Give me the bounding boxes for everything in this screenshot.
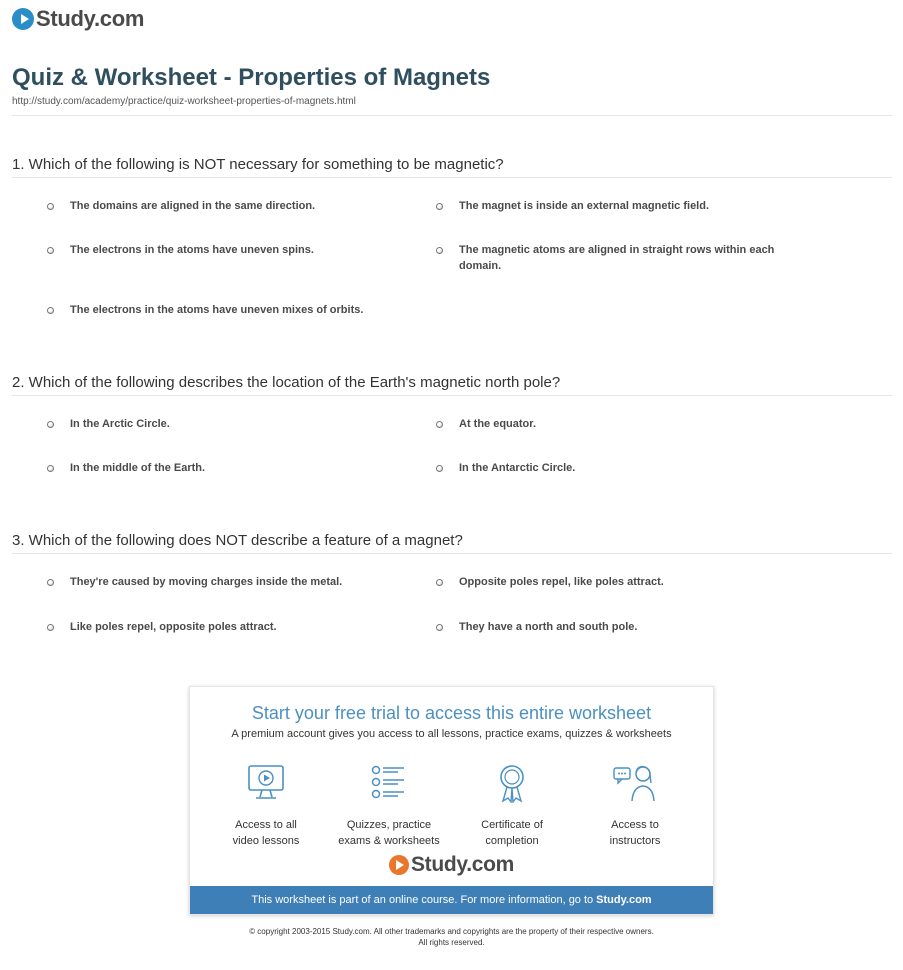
answer-label: The electrons in the atoms have uneven mixes of orbits.: [70, 304, 364, 316]
radio-button[interactable]: [436, 247, 443, 254]
question-2: 2. Which of the following describes the location of the Earth's magnetic north pole?: [12, 374, 561, 391]
feature-label-line: exams & worksheets: [338, 835, 440, 847]
answer-option[interactable]: [47, 302, 387, 318]
answer-label: The magnetic atoms are aligned in straight rows within each domain.: [459, 244, 775, 272]
page-url: http://study.com/academy/practice/quiz-worksheet-properties-of-magnets.html: [12, 96, 356, 107]
radio-button[interactable]: [47, 203, 54, 210]
radio-button[interactable]: [47, 579, 54, 586]
radio-button[interactable]: [47, 465, 54, 472]
free-trial-promo: [189, 686, 714, 915]
answer-label: In the Antarctic Circle.: [459, 462, 576, 474]
feature-label-line: video lessons: [232, 835, 300, 847]
answer-label: The magnet is inside an external magnetic field.: [459, 200, 710, 212]
radio-button[interactable]: [47, 624, 54, 631]
answer-option[interactable]: [436, 242, 776, 274]
study-link[interactable]: Study.com: [596, 894, 652, 906]
promo-heading[interactable]: Start your free trial to access this entire worksheet: [251, 703, 652, 723]
question-1: 1. Which of the following is NOT necessary for something to be magnetic?: [12, 156, 504, 173]
promo-subheading: A premium account gives you access to all lessons, practice exams, quizzes & worksheets: [231, 728, 672, 740]
feature-label-line: instructors: [609, 835, 661, 847]
video-lesson-icon: [245, 763, 287, 803]
radio-button[interactable]: [436, 624, 443, 631]
feature-label-line: completion: [485, 835, 539, 847]
feature-label-line: Access to: [611, 819, 659, 831]
answer-option[interactable]: [47, 416, 387, 432]
radio-button[interactable]: [436, 465, 443, 472]
answer-label: They have a north and south pole.: [459, 621, 638, 633]
certificate-icon: [491, 763, 533, 803]
answer-option[interactable]: [436, 460, 796, 476]
answer-label: In the Arctic Circle.: [70, 418, 170, 430]
logo-text: Study.com: [36, 6, 145, 31]
feature-instructors: [575, 763, 695, 849]
copyright-line: All rights reserved.: [418, 938, 485, 947]
answer-option[interactable]: [436, 198, 796, 214]
question-3: 3. Which of the following does NOT describe a feature of a magnet?: [12, 532, 463, 549]
feature-label-line: Quizzes, practice: [346, 819, 432, 831]
play-icon: [389, 855, 409, 875]
copyright-line: © copyright 2003-2015 Study.com. All other trademarks and copyrights are the property of their respective owners.: [249, 927, 654, 936]
answer-label: The domains are aligned in the same direction.: [70, 200, 316, 212]
feature-quizzes: [329, 763, 449, 849]
page-title: Quiz & Worksheet - Properties of Magnets: [12, 64, 491, 91]
promo-study-logo[interactable]: [190, 853, 713, 877]
divider: [12, 395, 892, 396]
divider: [12, 177, 892, 178]
answer-option[interactable]: [47, 460, 387, 476]
radio-button[interactable]: [47, 247, 54, 254]
promo-bar-text: This worksheet is part of an online course. For more information, go to: [251, 894, 594, 906]
answer-option[interactable]: [436, 619, 796, 635]
divider: [12, 115, 892, 116]
answer-option[interactable]: [436, 574, 796, 590]
answer-option[interactable]: [47, 619, 387, 635]
answer-label: They're caused by moving charges inside the metal.: [70, 576, 343, 588]
feature-label-line: Access to all: [235, 819, 297, 831]
feature-certificate: [452, 763, 572, 849]
answer-option[interactable]: [436, 416, 796, 432]
answer-label: At the equator.: [459, 418, 537, 430]
answer-label: The electrons in the atoms have uneven spins.: [70, 244, 314, 256]
logo-text: Study.com: [410, 853, 515, 876]
answer-option[interactable]: [47, 242, 387, 258]
radio-button[interactable]: [436, 421, 443, 428]
copyright-footer: [0, 926, 903, 948]
quiz-list-icon: [368, 763, 410, 803]
play-icon: [12, 8, 34, 30]
radio-button[interactable]: [47, 307, 54, 314]
feature-label-line: Certificate of: [481, 819, 543, 831]
answer-label: Like poles repel, opposite poles attract.: [70, 621, 277, 633]
instructor-icon: [612, 763, 658, 803]
radio-button[interactable]: [47, 421, 54, 428]
answer-option[interactable]: [47, 574, 387, 590]
answer-label: In the middle of the Earth.: [70, 462, 206, 474]
study-logo[interactable]: [12, 6, 144, 32]
answer-option[interactable]: [47, 198, 387, 214]
feature-video-lessons: [206, 763, 326, 849]
radio-button[interactable]: [436, 579, 443, 586]
radio-button[interactable]: [436, 203, 443, 210]
divider: [12, 553, 892, 554]
promo-info-bar: [190, 886, 713, 914]
answer-label: Opposite poles repel, like poles attract.: [459, 576, 664, 588]
